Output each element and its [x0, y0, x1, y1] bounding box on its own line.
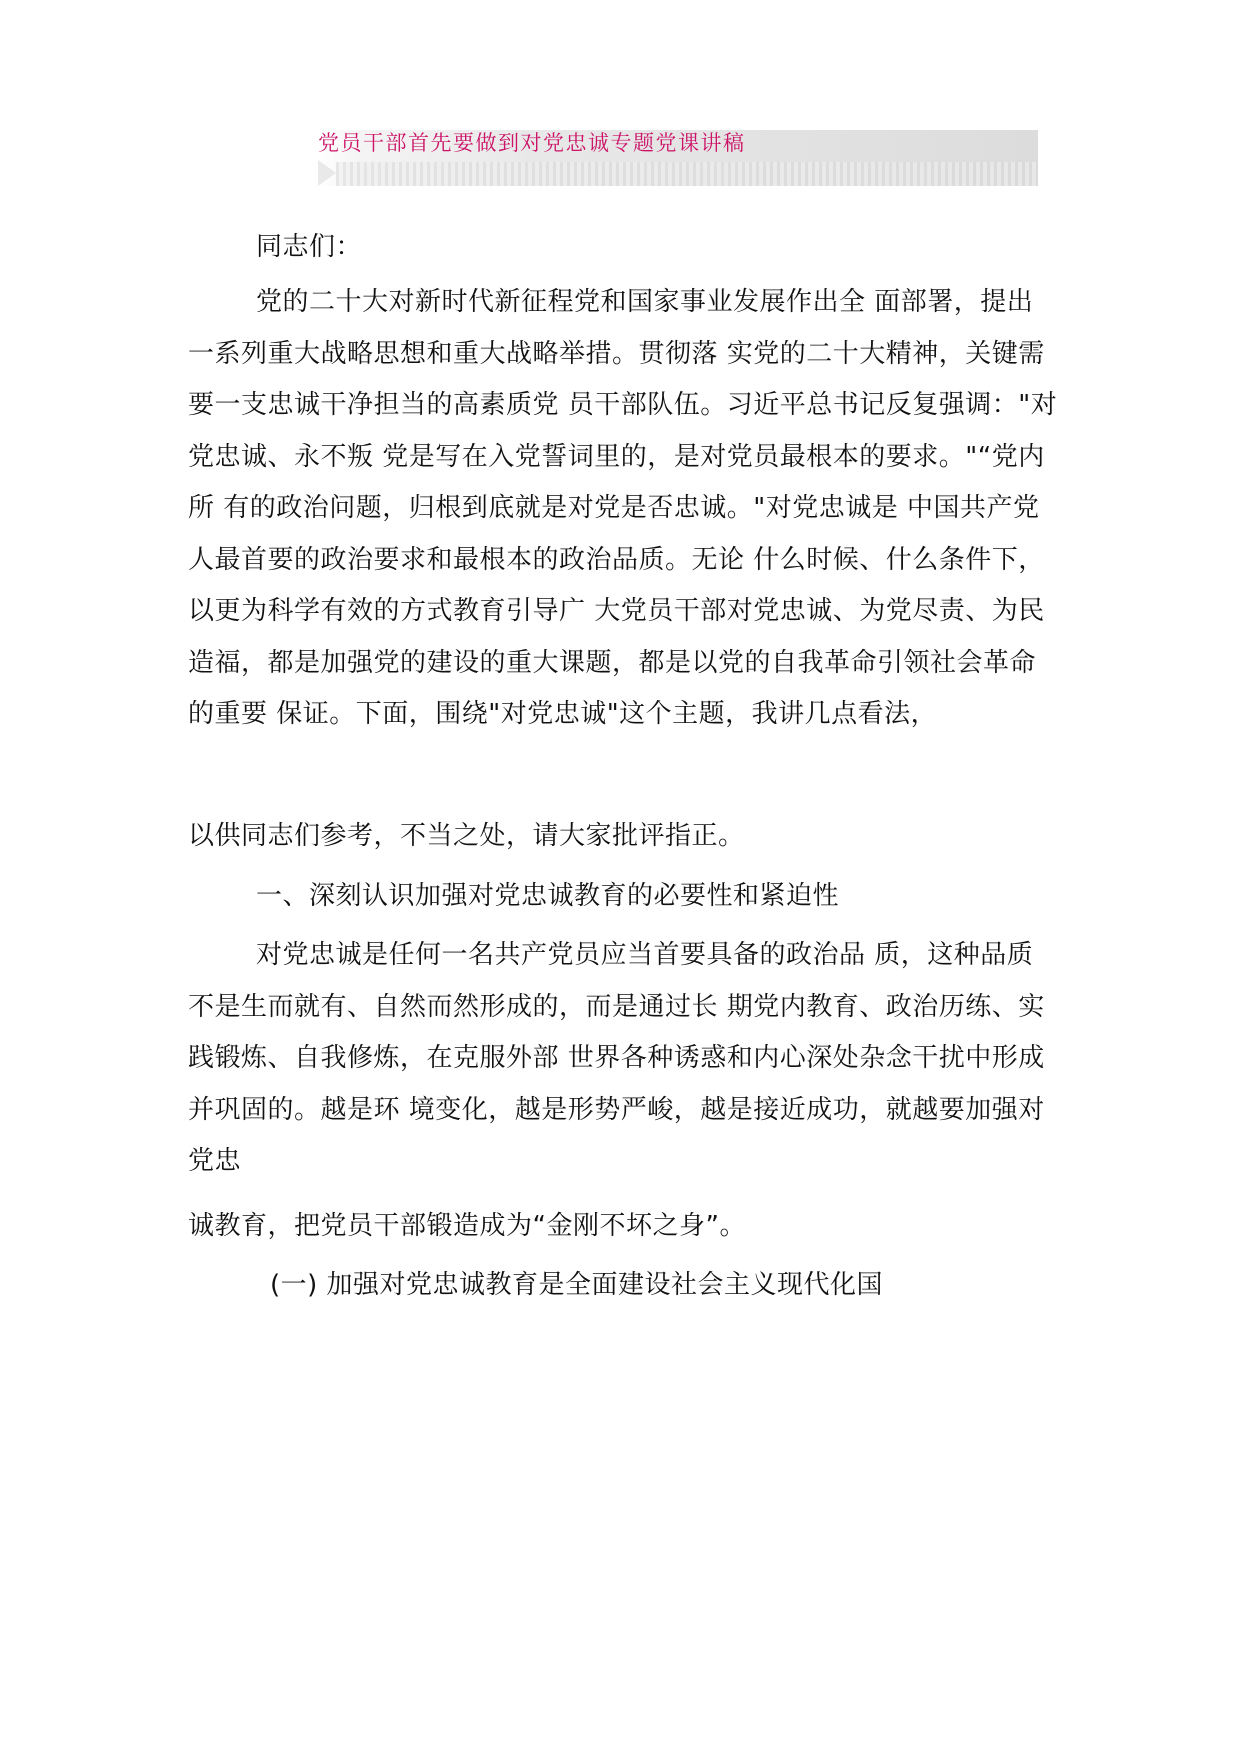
document-title: 党员干部首先要做到对党忠诚专题党课讲稿 [318, 131, 746, 155]
section-heading-1: 一、深刻认识加强对党忠诚教育的必要性和紧迫性 [256, 881, 840, 911]
paragraph-intro: 党的二十大对新时代新征程党和国家事业发展作出全 面部署，提出一系列重大战略思想和重大战略举措。贯彻落 实党的二十大精神，关键需要一支忠诚干净担当的高素质党 员干部队伍。习近平总书记反复强调："对党忠诚、永不叛 党是写在入党誓词里的，是对党员最根本的要求。"“党内所 有的政治问题，归根到底就是对党是否忠诚。"对党忠诚是 中国共产党人最首要的政治要求和最根本的政治品质。无论 什么时候、什么条件下，以更为科学有效的方式教育引导广 大党员干部对党忠诚、为党尽责、为民造福，都是加强党的建设的重大课题，都是以党的自我革命引领社会革命的重要 保证。下面，围绕"对党忠诚"这个主题，我讲几点看法， [188, 287, 1058, 729]
paragraph-loyalty: 对党忠诚是任何一名共产党员应当首要具备的政治品 质，这种品质不是生而就有、自然而然形成的，而是通过长 期党内教育、政治历练、实践锻炼、自我修炼，在克服外部 世界各种诱惑和内心深处杂念干扰中形成并巩固的。越是环 境变化，越是形势严峻，越是接近成功，就越要加强对党忠 [188, 940, 1045, 1176]
paragraph-loyalty-continued: 诚教育，把党员干部锻造成为“金刚不坏之身”。 [188, 1211, 746, 1241]
paragraph-intro-continued: 以供同志们参考，不当之处，请大家批评指正。 [188, 821, 745, 851]
salutation: 同志们： [256, 232, 363, 262]
subsection-heading-1: (一) 加强对党忠诚教育是全面建设社会主义现代化国 [270, 1270, 884, 1300]
